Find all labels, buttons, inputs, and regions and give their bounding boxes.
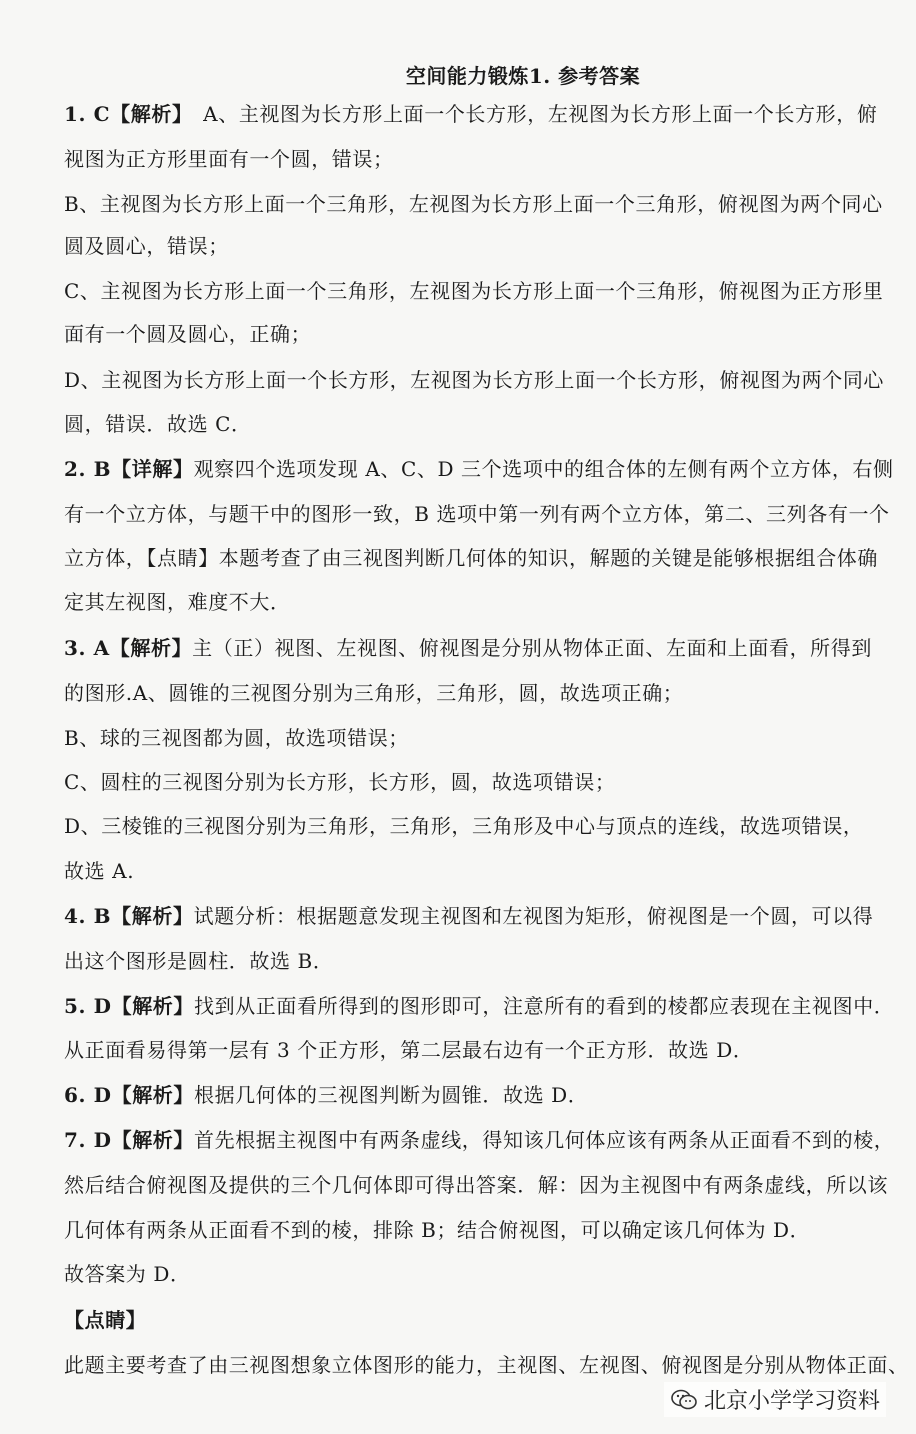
answer-text: 主（正）视图、左视图、俯视图是分别从物体正面、左面和上面看，所得到: [192, 636, 872, 660]
answer-tag: 【解析】: [111, 1083, 194, 1107]
text-line: 然后结合俯视图及提供的三个几何体即可得出答案．解：因为主视图中有两条虚线，所以该: [64, 1173, 888, 1197]
answer-tag: 【解析】: [111, 904, 194, 928]
answer-tag: 【解析】: [111, 994, 194, 1018]
answer-4-line: [64, 902, 874, 930]
answer-text: 根据几何体的三视图判断为圆锥．故选 D．: [194, 1083, 589, 1107]
text-line: 出这个图形是圆柱．故选 B．: [64, 949, 334, 973]
answer-tag: 【详解】: [111, 457, 194, 481]
answer-3-line: [64, 634, 872, 662]
text-line: D、主视图为长方形上面一个长方形，左视图为长方形上面一个长方形，俯视图为两个同心: [64, 368, 885, 392]
answer-1-line: [64, 100, 878, 128]
watermark-text: 北京小学学习资料: [703, 1389, 880, 1414]
text-line: 有一个立方体，与题干中的图形一致，B 选项中第一列有两个立方体，第二、三列各有一个: [64, 502, 890, 526]
answer-text: 观察四个选项发现 A、C、D 三个选项中的组合体的左侧有两个立方体，右侧: [193, 457, 894, 481]
text-line: D、三棱锥的三视图分别为三角形，三角形，三角形及中心与顶点的连线，故选项错误，: [64, 814, 864, 838]
answer-number: 4. B: [64, 904, 112, 928]
text-line: 面有一个圆及圆心，正确；: [64, 322, 312, 346]
text-line: 视图为正方形里面有一个圆，错误；: [64, 147, 394, 171]
answer-tag: 【解析】: [111, 1128, 194, 1152]
answer-2-line: [64, 455, 894, 483]
text-line: 的图形.A、圆锥的三视图分别为三角形，三角形，圆，故选项正确；: [64, 681, 684, 705]
text-line: 故选 A.: [64, 859, 135, 883]
answer-text: 找到从正面看所得到的图形即可，注意所有的看到的棱都应表现在主视图中．: [194, 994, 895, 1018]
text-line: B、主视图为长方形上面一个三角形，左视图为长方形上面一个三角形，俯视图为两个同心: [64, 192, 883, 216]
text-line: B、球的三视图都为圆，故选项错误；: [64, 726, 409, 750]
text-line: 定其左视图，难度不大．: [64, 590, 291, 614]
text-line: 圆，错误．故选 C．: [64, 412, 252, 436]
answer-number: 3. A: [64, 636, 110, 660]
text-line: 此题主要考查了由三视图想象立体图形的能力，主视图、左视图、俯视图是分别从物体正面、: [64, 1353, 909, 1377]
answer-5-line: [64, 992, 895, 1020]
answer-text: A、主视图为长方形上面一个长方形，左视图为长方形上面一个长方形，俯: [182, 102, 878, 126]
answer-tag: 【解析】: [110, 102, 183, 126]
answer-number: 6. D: [64, 1083, 112, 1107]
text-line: 从正面看易得第一层有 3 个正方形，第二层最右边有一个正方形．故选 D．: [64, 1038, 754, 1062]
answer-number: 5. D: [64, 994, 112, 1018]
text-line: 故答案为 D．: [64, 1262, 191, 1286]
answer-number: 1. C: [64, 102, 111, 126]
page-title: 空间能力锻炼1. 参考答案: [405, 64, 641, 88]
wechat-icon: [670, 1388, 698, 1412]
watermark: [664, 1382, 886, 1417]
answer-number: 7. D: [64, 1128, 112, 1152]
text-line: 圆及圆心，错误；: [64, 234, 229, 258]
answer-6-line: [64, 1081, 864, 1109]
answer-text: 试题分析：根据题意发现主视图和左视图为矩形，俯视图是一个圆，可以得: [193, 904, 874, 928]
text-line: 立方体，【点睛】本题考查了由三视图判断几何体的知识，解题的关键是能够根据组合体确: [64, 546, 878, 570]
answer-tag: 【解析】: [109, 636, 193, 660]
text-line: C、主视图为长方形上面一个三角形，左视图为长方形上面一个三角形，俯视图为正方形里: [64, 279, 884, 303]
dianjing-heading: 【点睛】: [64, 1308, 147, 1332]
answer-7-line: [64, 1126, 895, 1154]
text-line: C、圆柱的三视图分别为长方形，长方形，圆，故选项错误；: [64, 770, 616, 794]
text-line: 几何体有两条从正面看不到的棱，排除 B；结合俯视图，可以确定该几何体为 D．: [64, 1218, 811, 1242]
answer-text: 首先根据主视图中有两条虚线，得知该几何体应该有两条从正面看不到的棱，: [194, 1128, 895, 1152]
answer-number: 2. B: [64, 457, 112, 481]
